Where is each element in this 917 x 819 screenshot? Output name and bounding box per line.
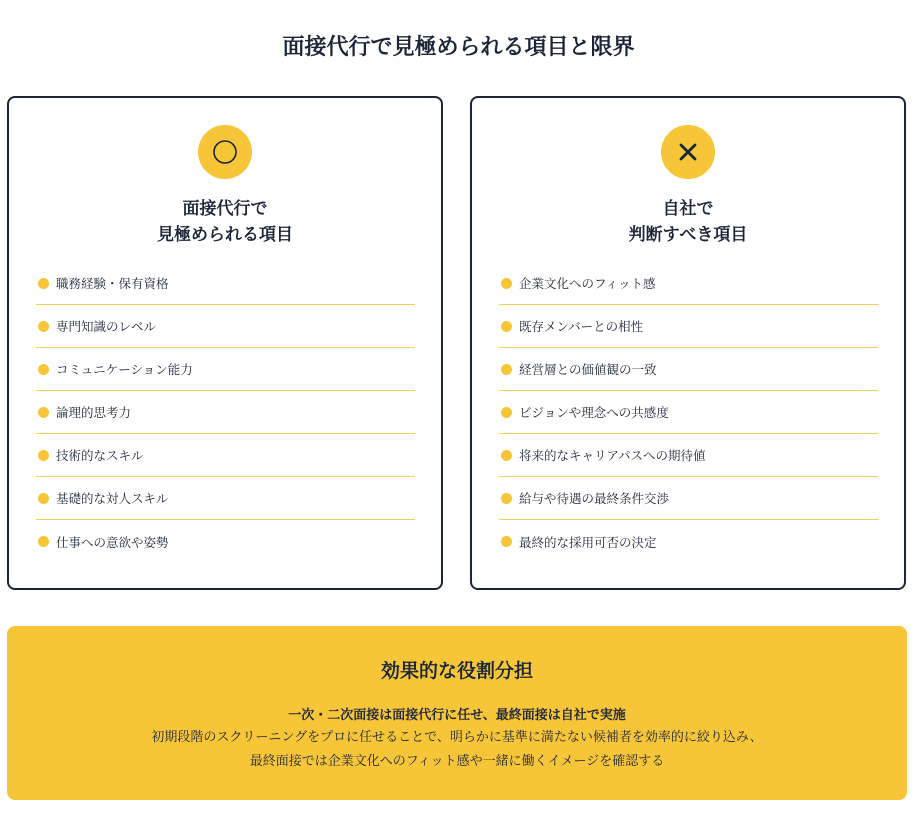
summary-panel (7, 626, 907, 800)
list-item (499, 434, 878, 477)
bullet-dot-icon (501, 493, 512, 504)
list-item (36, 262, 415, 305)
bullet-dot-icon (501, 450, 512, 461)
list-item-label: 経営層との価値観の一致 (519, 362, 657, 377)
summary-lead: 一次・二次面接は面接代行に任せ、最終面接は自社で実施 (288, 708, 626, 723)
bullet-dot-icon (38, 536, 49, 547)
list-item (36, 348, 415, 391)
list-item (499, 520, 878, 563)
cross-badge (661, 125, 715, 179)
card-heading (9, 196, 441, 248)
cross-icon (677, 141, 699, 163)
bullet-dot-icon (38, 278, 49, 289)
list-item (499, 348, 878, 391)
list-item-label: 基礎的な対人スキル (56, 491, 169, 506)
circle-icon (212, 139, 238, 165)
list-item-label: 企業文化へのフィット感 (519, 276, 656, 291)
circle-badge (198, 125, 252, 179)
page-title: 面接代行で見極められる項目と限界 (282, 35, 635, 60)
list-item (36, 520, 415, 563)
card-heading (472, 196, 904, 248)
list-item-label: 既存メンバーとの相性 (519, 319, 644, 334)
bullet-dot-icon (501, 364, 512, 375)
bullet-dot-icon (501, 536, 512, 547)
list-item-label: 最終的な採用可否の決定 (519, 534, 657, 550)
list-item (499, 262, 878, 305)
bullet-dot-icon (38, 364, 49, 375)
summary-body-line: 最終面接では企業文化へのフィット感や一緒に働くイメージを確認する (249, 754, 665, 769)
list-item (36, 391, 415, 434)
can-assess-card (7, 96, 443, 590)
list-item (36, 305, 415, 348)
list-item-label: 専門知識のレベル (56, 319, 157, 334)
list-item-label: 職務経験・保有資格 (56, 276, 169, 291)
list-item-label: ビジョンや理念への共感度 (519, 405, 669, 420)
summary-body-line: 初期段階のスクリーニングをプロに任せることで、明らかに基準に満たない候補者を効率的に絞り込み、 (151, 730, 763, 745)
bullet-dot-icon (38, 407, 49, 418)
bullet-dot-icon (501, 321, 512, 332)
card-heading-line: 判断すべき項目 (628, 225, 748, 245)
card-heading-line: 自社で (662, 199, 714, 219)
list-item-label: コミュニケーション能力 (56, 362, 193, 377)
list-item-label: 給与や待遇の最終条件交渉 (519, 491, 670, 506)
bullet-dot-icon (501, 407, 512, 418)
item-list (36, 262, 415, 563)
bullet-dot-icon (38, 493, 49, 504)
item-list (499, 262, 878, 563)
card-heading-line: 見極められる項目 (157, 225, 293, 245)
in-house-card (470, 96, 906, 590)
bullet-dot-icon (38, 450, 49, 461)
list-item-label: 将来的なキャリアパスへの期待値 (519, 448, 706, 463)
card-heading-line: 面接代行で (182, 199, 268, 219)
list-item-label: 論理的思考力 (56, 405, 132, 420)
list-item-label: 仕事への意欲や姿勢 (56, 534, 169, 550)
list-item (36, 434, 415, 477)
list-item (499, 477, 878, 520)
bullet-dot-icon (38, 321, 49, 332)
list-item (499, 305, 878, 348)
list-item (499, 391, 878, 434)
summary-title: 効果的な役割分担 (380, 660, 533, 682)
list-item-label: 技術的なスキル (56, 448, 144, 463)
summary-body (7, 726, 907, 774)
bullet-dot-icon (501, 278, 512, 289)
list-item (36, 477, 415, 520)
